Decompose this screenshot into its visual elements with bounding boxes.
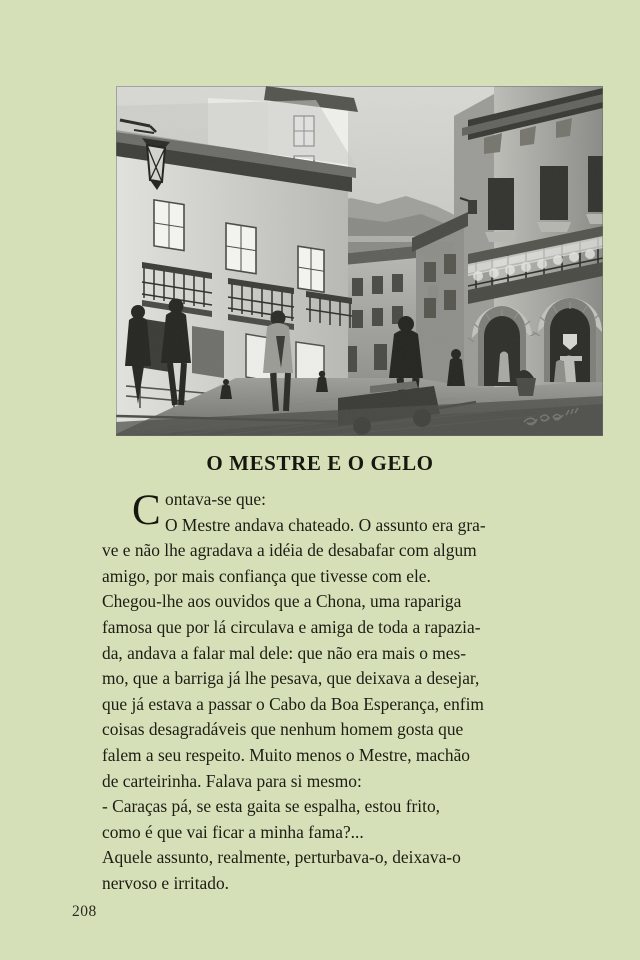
text-line: coisas desagradáveis que nenhum homem gosta que — [102, 719, 464, 740]
photograph-image — [116, 86, 603, 436]
drop-cap: C — [132, 487, 161, 534]
text-line: de carteirinha. Falava para si mesmo: — [102, 770, 362, 791]
text-line: mo, que a barriga já lhe pesava, que deixava a desejar, — [102, 668, 480, 689]
chapter-photograph — [116, 86, 603, 436]
paragraph-3 — [72, 794, 566, 845]
text-line: Aquele assunto, realmente, perturbava-o, deixava-o — [102, 847, 461, 868]
page-title: O MESTRE E O GELO — [206, 451, 434, 476]
paragraph-2 — [72, 589, 566, 794]
text-line: ontava-se que: — [165, 489, 266, 509]
text-line: Chegou-lhe aos ouvidos que a Chona, uma rapariga — [102, 591, 462, 612]
text-line: da, andava a falar mal dele: que não era mais o mes- — [102, 642, 467, 663]
text-line: O Mestre andava chateado. O assunto era gra- — [165, 514, 486, 535]
body-text — [72, 487, 566, 897]
text-line: ve e não lhe agradava a idéia de desabafar com algum — [102, 540, 477, 561]
page-number: 208 — [72, 903, 97, 920]
text-line: falem a seu respeito. Muito menos o Mestre, machão — [102, 744, 470, 765]
text-line: famosa que por lá circulava e amiga de toda a rapazia- — [102, 616, 481, 637]
text-line: - Caraças pá, se esta gaita se espalha, estou frito, — [102, 796, 441, 817]
text-line: amigo, por mais confiança que tivesse com ele. — [102, 565, 431, 586]
paragraph-4 — [72, 845, 566, 896]
text-line: que já estava a passar o Cabo da Boa Esperança, enfim — [102, 693, 484, 714]
paragraph-1 — [72, 487, 566, 589]
text-line: nervoso e irritado. — [102, 872, 230, 893]
text-line: como é que vai ficar a minha fama?... — [102, 821, 364, 842]
